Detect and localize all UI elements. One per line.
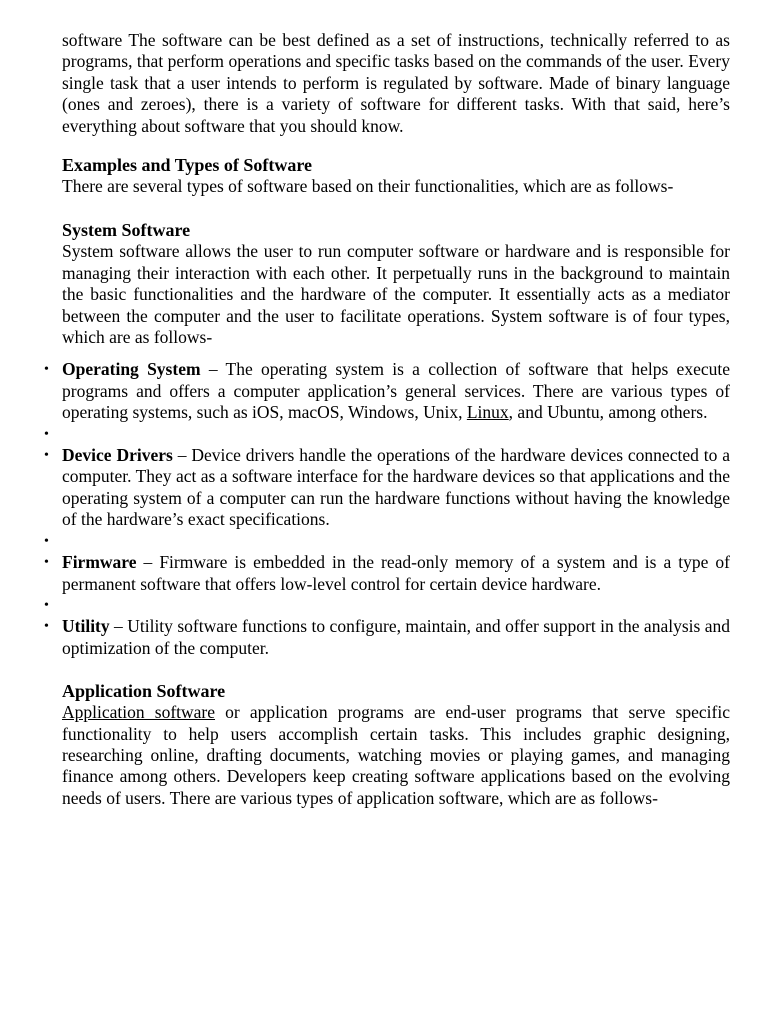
intro-paragraph: software The software can be best defined as a set of instructions, technically referred to as programs, that perform operations and specific tasks based on the commands of the user. Every single task that a user intends to perform is regulated by software. Made of binary language (ones and zeroes), there is a variety of software for different tasks. With that said, here’s everything about software that you should know. xyxy=(62,30,730,136)
term-utility: Utility xyxy=(62,616,110,637)
application-software-link[interactable]: Application software xyxy=(62,702,216,723)
system-software-heading: System Software xyxy=(62,220,191,241)
term-firmware: Firmware xyxy=(62,552,137,573)
term-device-drivers: Device Drivers xyxy=(62,445,173,466)
term-operating-system: Operating System xyxy=(62,359,201,380)
bullet-icon: • xyxy=(44,362,49,378)
examples-heading: Examples and Types of Software xyxy=(62,155,313,176)
bullet-icon: • xyxy=(44,426,49,442)
bullet-icon: • xyxy=(44,533,49,549)
document-body xyxy=(44,30,730,809)
system-software-paragraph: System software allows the user to run computer software or hardware and is responsible for managing their interaction with each other. It perpetually runs in the background to maintain the basic functionalities and the hardware of the computer. It essentially acts as a mediator between the computer and the user to facilitate operations. System software is of four types, which are as follows- xyxy=(62,241,730,348)
operating-system-text: – The operating system is a collection of software that helps execute programs and offers a computer application’s general services. There are various types of operating systems, such as iOS, macOS, Windows, Unix, xyxy=(62,359,730,423)
device-drivers-text: – Device drivers handle the operations of the hardware devices connected to a computer. They act as a software interface for the hardware devices so that applications and the operating system of a computer can run the hardware functions without having the knowledge of the hardware’s exact specifications. xyxy=(62,445,730,530)
operating-system-text-end: , and Ubuntu, among others. xyxy=(508,402,708,423)
list-item-utility xyxy=(44,616,730,659)
application-software-heading: Application Software xyxy=(62,681,226,702)
empty-list-item xyxy=(44,531,730,552)
linux-link[interactable]: Linux xyxy=(466,402,509,423)
bullet-icon: • xyxy=(44,619,49,635)
bullet-icon: • xyxy=(44,448,49,464)
utility-text: – Utility software functions to configure, maintain, and offer support in the analysis and optimization of the computer. xyxy=(62,616,730,658)
list-item-firmware xyxy=(44,552,730,595)
firmware-text: – Firmware is embedded in the read-only memory of a system and is a type of permanent software that offers low-level control for certain device hardware. xyxy=(62,552,730,594)
system-software-types-list xyxy=(44,359,730,659)
application-software-text: or application programs are end-user programs that serve specific functionality to help users accomplish certain tasks. This includes graphic designing, researching online, drafting documents, watching movies or playing games, and managing finance among others. Developers keep creating software applications based on the evolving needs of users. There are various types of application software, which are as follows- xyxy=(62,702,730,808)
bullet-icon: • xyxy=(44,597,49,613)
application-software-paragraph xyxy=(62,702,730,809)
examples-paragraph: There are several types of software based on their functionalities, which are as follows- xyxy=(62,176,674,197)
bullet-icon: • xyxy=(44,555,49,571)
empty-list-item xyxy=(44,595,730,616)
list-item-operating-system xyxy=(44,359,730,423)
empty-list-item xyxy=(44,424,730,445)
list-item-device-drivers xyxy=(44,445,730,531)
